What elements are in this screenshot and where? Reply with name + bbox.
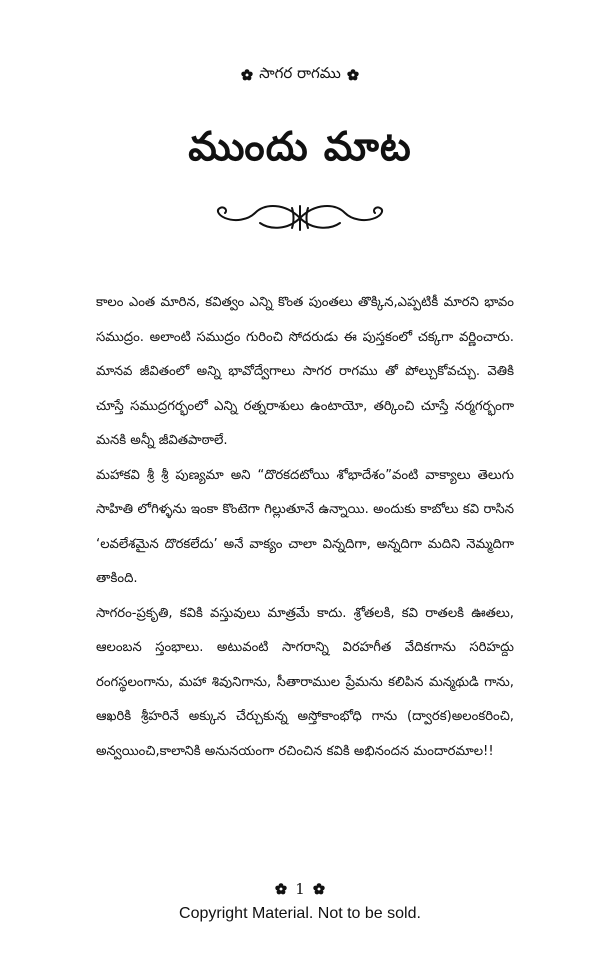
copyright-notice: Copyright Material. Not to be sold. [179, 905, 421, 922]
flourish-divider-icon [210, 198, 390, 238]
paragraph: మహాకవి శ్రీ శ్రీ పుణ్యమా అని “దొరకదటోయి శోభాదేశం”వంటి వాక్యాలు తెలుగు సాహితి లోగిళ్ళను ఇంకా కొంటెగా గిల్లుతూనే ఉన్నాయి. అందుకు కాబోలు కవి రాసిన ‘లవలేశమైన దొరకలేదు’ అనే వాక్యం చాలా విన్నదిగా, అన్నదిగా మదిని నెమ్మదిగా తాకింది. [96, 467, 514, 586]
flower-icon [347, 69, 359, 81]
flower-icon [275, 883, 287, 895]
running-header [0, 64, 600, 86]
paragraph: కాలం ఎంత మారిన, కవిత్వం ఎన్ని కొంత పుంతలు తొక్కిన,ఎప్పటికీ మారని భావం సముద్రం. అలాంటి సముద్రం గురించి సోదరుడు ఈ పుస్తకంలో చక్కగా వర్ణించారు. మానవ జీవితంలో అన్ని భావోద్వేగాలు సాగర రాగము తో పోల్చుకోవచ్చు. వెతికి చూస్తే సముద్రగర్భంలో ఎన్ని రత్నరాశులు ఉంటాయో, తర్కించి చూస్తే నర్మగర్భంగా మనకి అన్నీ జీవితపాఠాలే. [96, 295, 514, 448]
page-title: ముందు మాట [188, 124, 412, 170]
paragraph: సాగరం-ప్రకృతి, కవికి వస్తువులు మాత్రమే కాదు. శ్రోతలకి, కవి రాతలకి ఊతలు, ఆలంబన స్తంభాలు. అటువంటి సాగరాన్ని విరహగీత వేదికగాను సరిహద్దు రంగస్థలంగాను, మహా శివునిగాను, సీతారాముల ప్రేమను కలిపిన మన్మథుడి గాను, ఆఖరికి శ్రీహరినే అక్కున చేర్చుకున్న అస్తోకాంభోధి గాను (ద్వారక)అలంకరించి, అన్వయించి,కాలానికి అనునయంగా రచించిన కవికి అభినందన మందారమాల!! [96, 605, 514, 759]
page-number-footer [0, 880, 600, 898]
foreword-text [96, 286, 514, 769]
flower-icon [241, 69, 253, 81]
flower-icon [313, 883, 325, 895]
running-title: సాగర రాగము [259, 64, 341, 82]
page-number: 1 [295, 880, 305, 898]
